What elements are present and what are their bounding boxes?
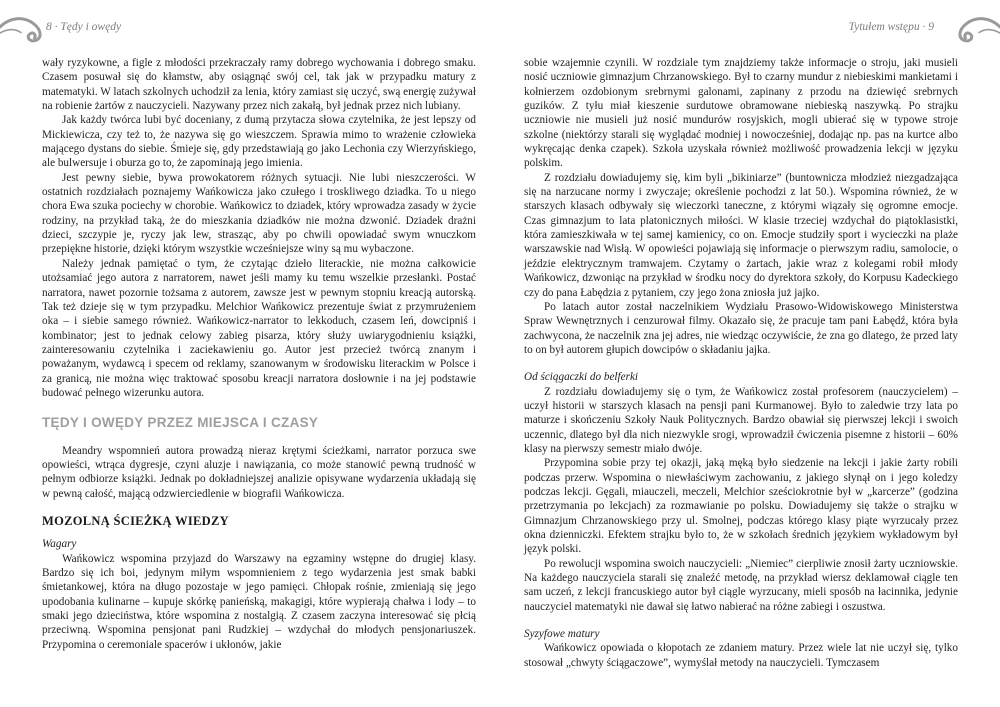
- subsection-heading-italic: Wagary: [42, 538, 77, 551]
- body-paragraph: Meandry wspomnień autora prowadzą nieraz krętymi ścieżkami, narrator porzuca swe opowieści, wtrąca dygresje, czyni aluzje i nawiązania, co może stanowić pewną trudność w pełnym odbiorze książki. Jednak po dokładniejszej analizie opisywane wydarzenia układają się w pewną całość, mającą odzwierciedlenie w biografii Wańkowicza.: [42, 444, 476, 500]
- running-header-left: 8 · Tędy i owędy: [46, 21, 122, 33]
- body-paragraph: Po rewolucji wspomina swoich nauczycieli: „Niemiec” cierpliwie znosił żarty uczniowskie. Na każdego nauczyciela starali się znaleźć metodę, na przykład wiersz deklamował ciągle ten sam uczeń, z lekcji francuskiego autor był ciągle wyrzucany, mieli sposób na łacinnika, jedynie nauczyciel matematyki nie dawał się łatwo nabierać na różne zabiegi i oszustwa.: [524, 557, 958, 613]
- subsection-heading-italic: Od ściągaczki do belferki: [524, 371, 639, 384]
- body-paragraph: Po latach autor został naczelnikiem Wydziału Prasowo-Widowiskowego Ministerstwa Spraw Wewnętrznych i cenzurował filmy. Okazało się, że pracuje tam pani Łabędź, która była zachwycona, że naczelnik zna jej adres, nie wiedząc oczywiście, że zna go dlatego, że przed laty to on był autorem głupich dowcipów o składaniu jajka.: [524, 300, 958, 356]
- body-paragraph: Wańkowicz opowiada o kłopotach ze zdaniem matury. Przez wiele lat nie uczył się, tylko stosował „chwyty ściągaczowe”, wymyślał metody na nauczycieli. Tymczasem: [524, 642, 958, 669]
- body-paragraph: Z rozdziału dowiadujemy się, kim byli „bikiniarze” (buntownicza młodzież niezgadzająca się na narzucane normy i zwyczaje; określenie pochodzi z lat 50.). Wspomina również, że w starszych klasach odbywały się wieczorki taneczne, z którymi wiązały się ogromne emocje. Czas gimnazjum to lata platonicznych miłości. W klasie trzeciej wzdychał do piątoklasistki, która zamieszkiwała w tej samej kamienicy, co on. Emocje studziły sport i wycieczki na plaże warszawskie nad Wisłą. W opowieści pojawiają się informacje o pierwszym radiu, samolocie, o jeździe elektrycznym tramwajem. Czytamy o żartach, jakie wraz z kolegami robił młody Wańkowicz, dzwoniąc na przykład w środku nocy do dyrektora szkoły, do Korpusu Kadeckiego czy do pana Łabędzia z pytaniem, czy jego żona zniosła już jajko.: [524, 171, 958, 299]
- body-paragraph: wały ryzykowne, a figle z młodości przekraczały ramy dobrego wychowania i dobrego smaku. Czasem posuwał się do kłamstw, aby osiągnąć swój cel, tak jak w przypadku matury z matematyki. W latach szkolnych uchodził za lenia, który zamiast się uczyć, swą energię zużywał na robienie żartów z nauczycieli. Nazywany przez nich zakałą, był jednak przez nich lubiany.: [42, 57, 476, 113]
- body-paragraph: sobie wzajemnie czynili. W rozdziale tym znajdziemy także informacje o stroju, jaki musieli nosić uczniowie gimnazjum Chrzanowskiego. Był to czarny mundur z niebieskimi mankietami i kołnierzem ozdobionym srebrnymi galonami, zapinany z przodu na dziewięć srebrnych guzików. Z tyłu miał kieszenie surdutowe obramowane niebieską naszywką. Po strajku uczniowie nie musieli już nosić mundurów rosyjskich, mogli ubierać się w typowe stroje szkolne (niektórzy starali się wyglądać modniej i nowocześniej, dodając np. pas na kurtce albo wykręcając denka czapek). Szkoła uzyskała również możliwość prowadzenia lekcji w języku polskim.: [524, 57, 958, 170]
- body-paragraph: Jak każdy twórca lubi być doceniany, z dumą przytacza słowa czytelnika, że jest lepszy od Mickiewicza, czy też to, że nazywa się go wieszczem. Sprawia mimo to wrażenie człowieka mającego dystans do siebie. Śmieje się, gdy przedstawiają go jako Lechonia czy Wierzyńskiego, ale bulwersuje i oburza go to, że zapominają jego imienia.: [42, 114, 476, 170]
- body-paragraph: Należy jednak pamiętać o tym, że czytając dzieło literackie, nie można całkowicie utożsamiać jego autora z narratorem, nawet jeśli mamy ku temu wszelkie przesłanki. Postać narratora, nawet pozornie tożsama z autorem, zawsze jest w pewnym stopniu kreacją autorską. Tak też dzieje się w tym przypadku. Melchior Wańkowicz prezentuje świat z przymrużeniem oka – i siebie samego również. Wańkowicz-narrator to lekkoduch, czasem leń, dowcipniś i kombinator; jest to jednak celowy zabieg pisarza, który służy uwiarygodnieniu książki, zainteresowaniu czytelnika i zaciekawieniu go. Autor jest przecież twórcą znanym i poważanym, wydawcą i specem od reklamy, szanowanym w środowisku literackim w Polsce i za granicą, nie można więc traktować sposobu kreacji narratora dosłownie i na jej podstawie budować pełnego wizerunku autora.: [42, 257, 476, 399]
- subsection-heading-italic: Syzyfowe matury: [524, 628, 600, 641]
- flourish-left-icon: [0, 12, 46, 53]
- body-paragraph: Jest pewny siebie, bywa prowokatorem różnych sytuacji. Nie lubi nieszczerości. W ostatnich rozdziałach poznajemy Wańkowicza jako czułego i troskliwego dziadka. To u niego chora Ewa szuka pociechy w chorobie. Wańkowicz to dziadek, który wprowadza zasady w życie rodziny, na przykład taką, że do mieszkania dziadków nie można dzwonić. Dziadek drażni dzieci, szczypie je, ryczy jak lew, strasząc, aby po chwili opowiadać swym wnuczkom przepiękne historie, dzięki którym wszystkie wcześniejsze winy są mu wybaczone.: [42, 171, 476, 256]
- flourish-right-icon: [954, 12, 1000, 53]
- body-paragraph: Z rozdziału dowiadujemy się o tym, że Wańkowicz został profesorem (nauczycielem) – uczył historii w starszych klasach na pensji pani Kurmanowej. Było to zaledwie trzy lata po maturze i skończeniu Szkoły Nauk Politycznych. Bardzo obawiał się pierwszej lekcji i swoich uczennic, dlatego był dla nich niezwykle srogi, wprowadził ćwiczenia pisemne z historii – 60% klasy na pierwszy semestr miało dwóje.: [524, 385, 958, 455]
- body-paragraph: Wańkowicz wspomina przyjazd do Warszawy na egzaminy wstępne do drugiej klasy. Bardzo się ich boi, jedynym miłym wspomnieniem z tego wydarzenia jest smak babki śmietankowej, która na długo pozostaje w jego pamięci. Chłopak rośnie, zmieniają się jego upodobania kulinarne – kupuje skórkę panieńską, makagigi, które wypierają chałwa i lody – to smaki jego dzieciństwa, które wspomina z nostalgią. Z czasem zaczyna interesować się płcią przeciwną. Wspomina pensjonat pani Rudzkiej – wzdychał do młodych pensjonariuszek. Przypomina o ceremoniale spacerów i ukłonów, jakie: [42, 552, 476, 651]
- running-header-right: Tytułem wstępu · 9: [848, 21, 934, 33]
- chapter-heading: MOZOLNĄ ŚCIEŻKĄ WIEDZY: [42, 513, 229, 528]
- right-page: [524, 56, 958, 670]
- body-paragraph: Przypomina sobie przy tej okazji, jaką męką było siedzenie na lekcji i jakie żarty robili podczas przerw. Wspomina o niewłaściwym zachowaniu, z jakiego słynął on i jego koledzy podczas lekcji. Gęgali, miauczeli, meczeli, Melchior sześciokrotnie był w „karcerze” (godzina przetrzymania po lekcjach) za rozmawianie po polsku. Dowiadujemy się także o strajku w Gimnazjum Chrzanowskiego przy ul. Smolnej, podczas którego klasy piąte wyrzucały przez okna dzienniczki. Efektem strajku było to, że w szkołach średnich językiem wykładowym był język polski.: [524, 457, 958, 556]
- section-heading-gray: TĘDY I OWĘDY PRZEZ MIEJSCA I CZASY: [42, 415, 319, 431]
- left-page: [42, 56, 476, 652]
